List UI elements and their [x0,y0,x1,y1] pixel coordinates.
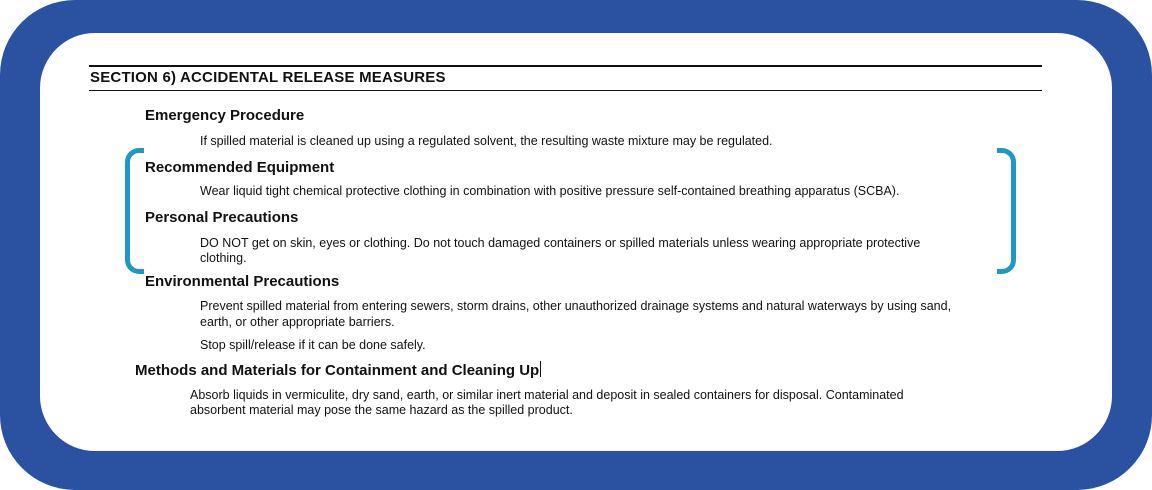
environmental-precautions-text-line-2: earth, or other appropriate barriers. [200,315,395,329]
section-top-rule [89,65,1042,67]
section-bottom-rule [89,90,1042,91]
emergency-procedure-text: If spilled material is cleaned up using a regulated solvent, the resulting waste mixture may be regulated. [200,134,773,148]
environmental-precautions-text-line-1: Prevent spilled material from entering sewers, storm drains, other unauthorized drainage systems and natural waterways by using sand, [200,299,952,313]
heading-methods-and-materials [135,361,541,379]
highlight-bracket-right [997,148,1016,274]
heading-emergency-procedure: Emergency Procedure [145,107,305,124]
heading-personal-precautions: Personal Precautions [145,209,299,226]
personal-precautions-text-line-2: clothing. [200,251,247,265]
highlight-bracket-left [125,148,144,274]
methods-heading-text: Methods and Materials for Containment and Cleaning Up [135,362,540,379]
section-title: SECTION 6) ACCIDENTAL RELEASE MEASURES [90,69,446,86]
environmental-precautions-extra: Stop spill/release if it can be done safely. [200,338,426,352]
personal-precautions-text-line-1: DO NOT get on skin, eyes or clothing. Do not touch damaged containers or spilled materials unless wearing appropriate protective [200,236,921,250]
methods-text-line-1: Absorb liquids in vermiculite, dry sand, earth, or similar inert material and deposit in sealed containers for disposal. Contaminated [190,388,904,402]
heading-environmental-precautions: Environmental Precautions [145,273,340,290]
heading-recommended-equipment: Recommended Equipment [145,159,335,176]
text-cursor [540,361,541,377]
recommended-equipment-text: Wear liquid tight chemical protective clothing in combination with positive pressure self-contained breathing apparatus (SCBA). [200,184,900,198]
methods-text-line-2: absorbent material may pose the same hazard as the spilled product. [190,403,573,417]
